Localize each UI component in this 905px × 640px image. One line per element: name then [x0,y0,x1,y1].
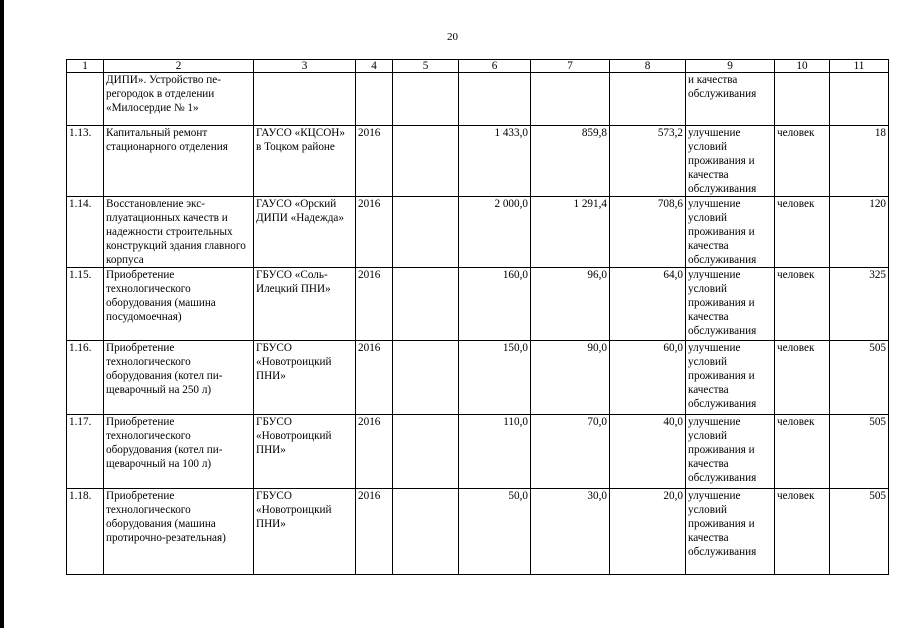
total-amount-cell: 1 433,0 [459,126,531,197]
goal-cell: улучшение условий проживания и качества обслуживания [686,268,775,341]
item-name-cell: Приобретение технологического оборудования (котел пищеварочный на 250 л) [104,341,254,415]
amount-cell: 40,0 [610,415,686,489]
goal-cell: улучшение условий проживания и качества обслуживания [686,341,775,415]
item-name-cell: Капитальный ремонт стационарного отделения [104,126,254,197]
quantity-cell: 325 [830,268,889,341]
quantity-cell: 505 [830,415,889,489]
amount-cell [610,73,686,126]
column-5-cell [393,489,459,575]
column-number-header: 10 [775,60,830,73]
column-5-cell [393,73,459,126]
amount-cell: 30,0 [531,489,610,575]
column-5-cell [393,268,459,341]
year-cell [356,73,393,126]
organization-cell [254,73,356,126]
quantity-cell: 505 [830,489,889,575]
year-cell: 2016 [356,415,393,489]
year-cell: 2016 [356,126,393,197]
unit-cell: человек [775,126,830,197]
program-table [66,59,889,575]
amount-cell: 96,0 [531,268,610,341]
goal-cell: и качества обслуживания [686,73,775,126]
column-number-header: 11 [830,60,889,73]
row-number-cell: 1.13. [67,126,104,197]
table-row [67,341,889,415]
total-amount-cell: 50,0 [459,489,531,575]
unit-cell: человек [775,489,830,575]
item-name-cell: Приобретение технологического оборудования (машина посудомоечная) [104,268,254,341]
row-number-cell: 1.17. [67,415,104,489]
table-row [67,197,889,268]
column-number-header: 6 [459,60,531,73]
column-5-cell [393,341,459,415]
year-cell: 2016 [356,341,393,415]
row-number-cell: 1.14. [67,197,104,268]
goal-cell: улучшение условий проживания и качества обслуживания [686,126,775,197]
item-name-cell: Приобретение технологического оборудования (машина протирочно-резательная) [104,489,254,575]
item-name-cell: Восстановление эксплуатационных качеств и надежности строительных конструкций здания главного корпуса [104,197,254,268]
goal-cell: улучшение условий проживания и качества обслуживания [686,197,775,268]
organization-cell: ГБУСО «Соль-Илецкий ПНИ» [254,268,356,341]
organization-cell: ГАУСО «КЦСОН» в Тоцком районе [254,126,356,197]
table-row [67,73,889,126]
organization-cell: ГБУСО «Новотроицкий ПНИ» [254,489,356,575]
item-name-cell: Приобретение технологического оборудования (котел пищеварочный на 100 л) [104,415,254,489]
amount-cell: 1 291,4 [531,197,610,268]
unit-cell: человек [775,415,830,489]
amount-cell: 64,0 [610,268,686,341]
unit-cell: человек [775,268,830,341]
organization-cell: ГАУСО «Орский ДИПИ «Надежда» [254,197,356,268]
unit-cell [775,73,830,126]
amount-cell [531,73,610,126]
column-number-header: 2 [104,60,254,73]
amount-cell: 70,0 [531,415,610,489]
total-amount-cell [459,73,531,126]
row-number-cell: 1.16. [67,341,104,415]
column-5-cell [393,415,459,489]
goal-cell: улучшение условий проживания и качества обслуживания [686,489,775,575]
amount-cell: 859,8 [531,126,610,197]
row-number-cell: 1.15. [67,268,104,341]
amount-cell: 20,0 [610,489,686,575]
row-number-cell [67,73,104,126]
total-amount-cell: 160,0 [459,268,531,341]
table-row [67,126,889,197]
page-number: 20 [447,31,458,43]
amount-cell: 90,0 [531,341,610,415]
year-cell: 2016 [356,489,393,575]
total-amount-cell: 2 000,0 [459,197,531,268]
year-cell: 2016 [356,268,393,341]
table-row [67,489,889,575]
column-number-header: 1 [67,60,104,73]
column-5-cell [393,126,459,197]
unit-cell: человек [775,197,830,268]
column-number-header: 9 [686,60,775,73]
table-header-row [67,60,889,73]
column-number-header: 7 [531,60,610,73]
total-amount-cell: 150,0 [459,341,531,415]
table-row [67,268,889,341]
amount-cell: 60,0 [610,341,686,415]
column-number-header: 4 [356,60,393,73]
organization-cell: ГБУСО «Новотроицкий ПНИ» [254,341,356,415]
year-cell: 2016 [356,197,393,268]
table-row [67,415,889,489]
column-5-cell [393,197,459,268]
quantity-cell: 120 [830,197,889,268]
total-amount-cell: 110,0 [459,415,531,489]
row-number-cell: 1.18. [67,489,104,575]
amount-cell: 573,2 [610,126,686,197]
column-number-header: 5 [393,60,459,73]
page-edge-bar [0,0,4,628]
quantity-cell [830,73,889,126]
item-name-cell: ДИПИ». Устройство перегородок в отделении «Милосердие № 1» [104,73,254,126]
column-number-header: 3 [254,60,356,73]
unit-cell: человек [775,341,830,415]
goal-cell: улучшение условий проживания и качества обслуживания [686,415,775,489]
column-number-header: 8 [610,60,686,73]
organization-cell: ГБУСО «Новотроицкий ПНИ» [254,415,356,489]
quantity-cell: 18 [830,126,889,197]
amount-cell: 708,6 [610,197,686,268]
quantity-cell: 505 [830,341,889,415]
